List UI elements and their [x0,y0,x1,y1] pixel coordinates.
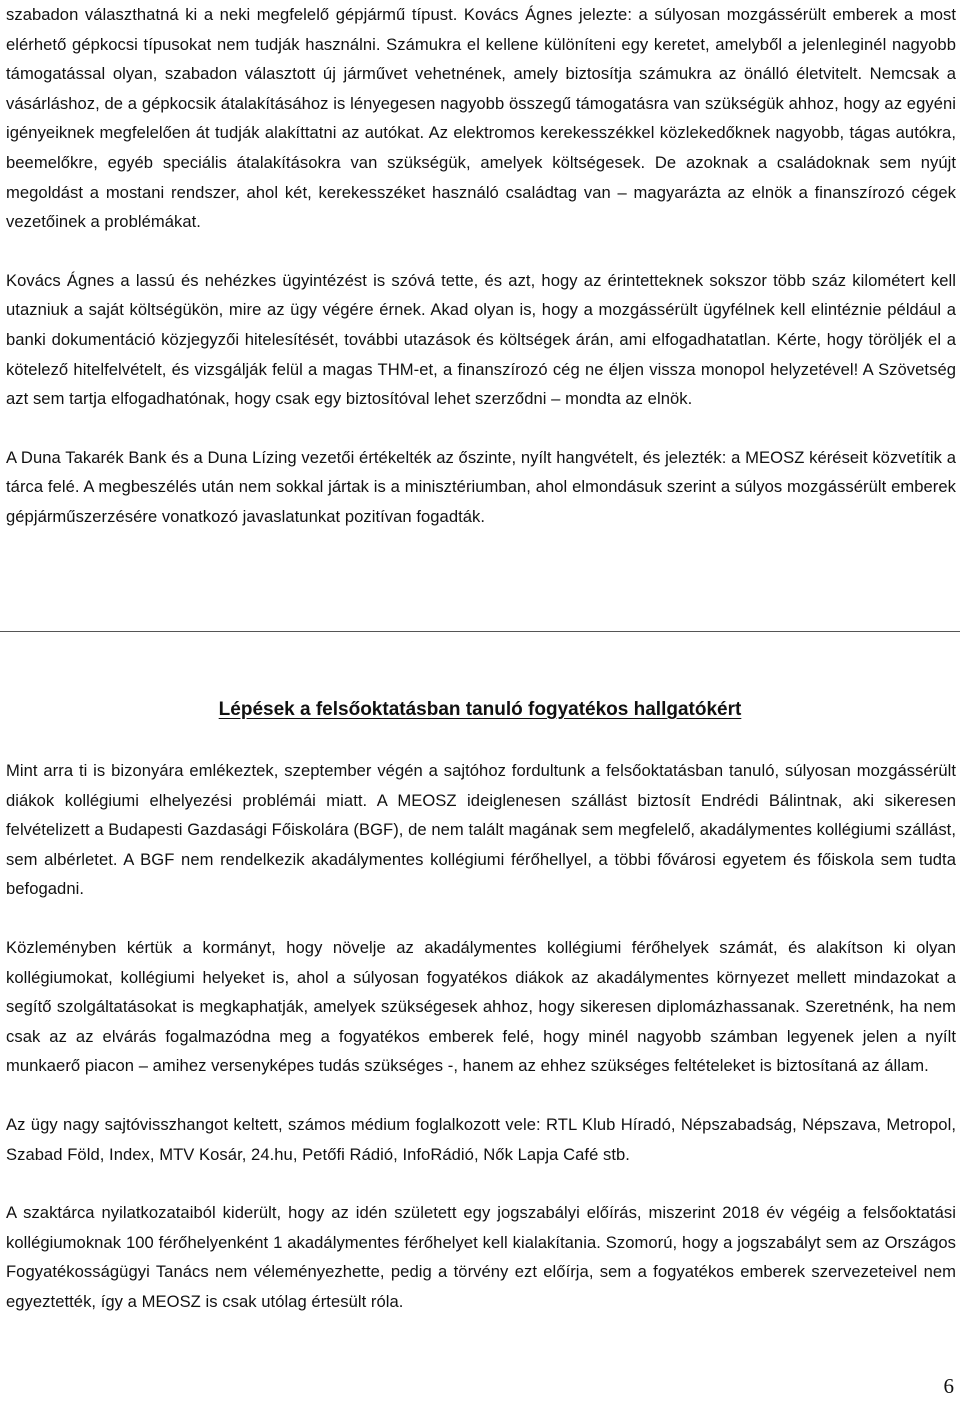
body-paragraph: Az ügy nagy sajtóvisszhangot keltett, számos médium foglalkozott vele: RTL Klub Híradó, Népszabadság, Népszava, Metropol, Szabad Föld, Index, MTV Kosár, 24.hu, Petőfi Rádió, InfoRádió, Nők Lapja Café stb. [6,1114,956,1164]
section-body [6,756,956,1317]
body-paragraph: Mint arra ti is bizonyára emlékeztek, szeptember végén a sajtóhoz fordultunk a felsőoktatásban tanuló, súlyosan mozgássérült diákok kollégiumi elhelyezési problémái miatt. A MEOSZ ideiglenesen szállást biztosít Endrédi Bálintnak, aki sikeresen felvételizett a Budapesti Gazdasági Főiskolára (BGF), de nem talált magának sem megfelelő, akadálymentes kollégiumi szállást, sem albérletet. A BGF nem rendelkezik akadálymentes kollégiumi férőhellyel, a többi fővárosi egyetem és főiskola sem tudta befogadni. [6,761,956,899]
body-paragraph: Közleményben kértük a kormányt, hogy növelje az akadálymentes kollégiumi férőhelyek számát, és alakítson ki olyan kollégiumokat, kollégiumi helyeket is, ahol a súlyosan fogyatékos diákok az akadálymentes környezet mellett mindazokat a segítő szolgáltatásokat is megkaphatják, amelyek szükségesek ahhoz, hogy sikeresen diplomázhassanak. Szeretnénk, ha nem csak az az elvárás fogalmazódna meg a fogyatékos emberek felé, hogy minél nagyobb számban legyenek jelen a nyílt munkaerő piacon – amihez versenyképes tudás szükséges -, hanem az ehhez szükséges feltételeket is biztosítaná az állam. [6,937,956,1076]
document-page [6,0,956,532]
body-paragraph: szabadon választhatná ki a neki megfelelő gépjármű típust. Kovács Ágnes jelezte: a súlyosan mozgássérült emberek a most elérhető gépkocsi típusokat nem tudják használni. Számukra el kellene különíteni egy keretet, amelyből a jelenleginél nagyobb támogatással olyan, szabadon választott új járművet vehetnének, amely biztosítja számukra az önálló életvitelt. Nemcsak a vásárláshoz, de a gépkocsik átalakításához is lényegesen nagyobb összegű támogatásra van szükségük ahhoz, hogy az egyéni igényeiknek megfelelően át tudják alakíttatni az autókat. Az elektromos kerekesszékkel közlekedőknek nagyobb, tágas autókra, beemelőkre, egyéb speciális átalakításokra van szükségük, amelyek költségesek. De azoknak a családoknak sem nyújt megoldást a mostani rendszer, ahol két, kerekesszéket használó családtag van – magyarázta az elnök a finanszírozó cégek vezetőinek a problémákat. [6,5,956,232]
body-paragraph: A szaktárca nyilatkozataiból kiderült, hogy az idén született egy jogszabályi előírás, miszerint 2018 év végéig a felsőoktatási kollégiumoknak 100 férőhelyenként 1 akadálymentes férőhelyet kell kialakítania. Szomorú, hogy a jogszabályt sem az Országos Fogyatékosságügyi Tanács nem véleményezhette, pedig a törvény ezt előírja, sem a fogyatékos emberek szervezeteivel nem egyeztették, így a MEOSZ is csak utólag értesült róla. [6,1203,956,1311]
section-divider [0,631,960,632]
body-paragraph: A Duna Takarék Bank és a Duna Lízing vezetői értékelték az őszinte, nyílt hangvételt, és jelezték: a MEOSZ kéréseit közvetítik a tárca felé. A megbeszélés után nem sokkal jártak is a minisztériumban, ahol elmondásuk szerint a súlyos mozgássérült emberek gépjárműszerzésére vonatkozó javaslatunkat pozitívan fogadták. [6,447,956,526]
body-paragraph: Kovács Ágnes a lassú és nehézkes ügyintézést is szóvá tette, és azt, hogy az érintetteknek sokszor több száz kilométert kell utazniuk a saját költségükön, mire az ügy végére érnek. Akad olyan is, hogy a mozgássérült ügyfélnek kell elintéznie például a banki dokumentáció közjegyzői hitelesítését, további utazások és költségek árán, ami elfogadhatatlan. Kérte, hogy töröljék el a kötelező hitelfelvételt, és vizsgálják felül a magas THM-et, a finanszírozó cég ne éljen vissza monopol helyzetével! A Szövetség azt sem tartja elfogadhatónak, hogy csak egy biztosítóval lehet szerződni – mondta az elnök. [6,270,956,409]
page-number: 6 [943,1374,954,1398]
section-heading: Lépések a felsőoktatásban tanuló fogyatékos hallgatókért [218,699,742,720]
